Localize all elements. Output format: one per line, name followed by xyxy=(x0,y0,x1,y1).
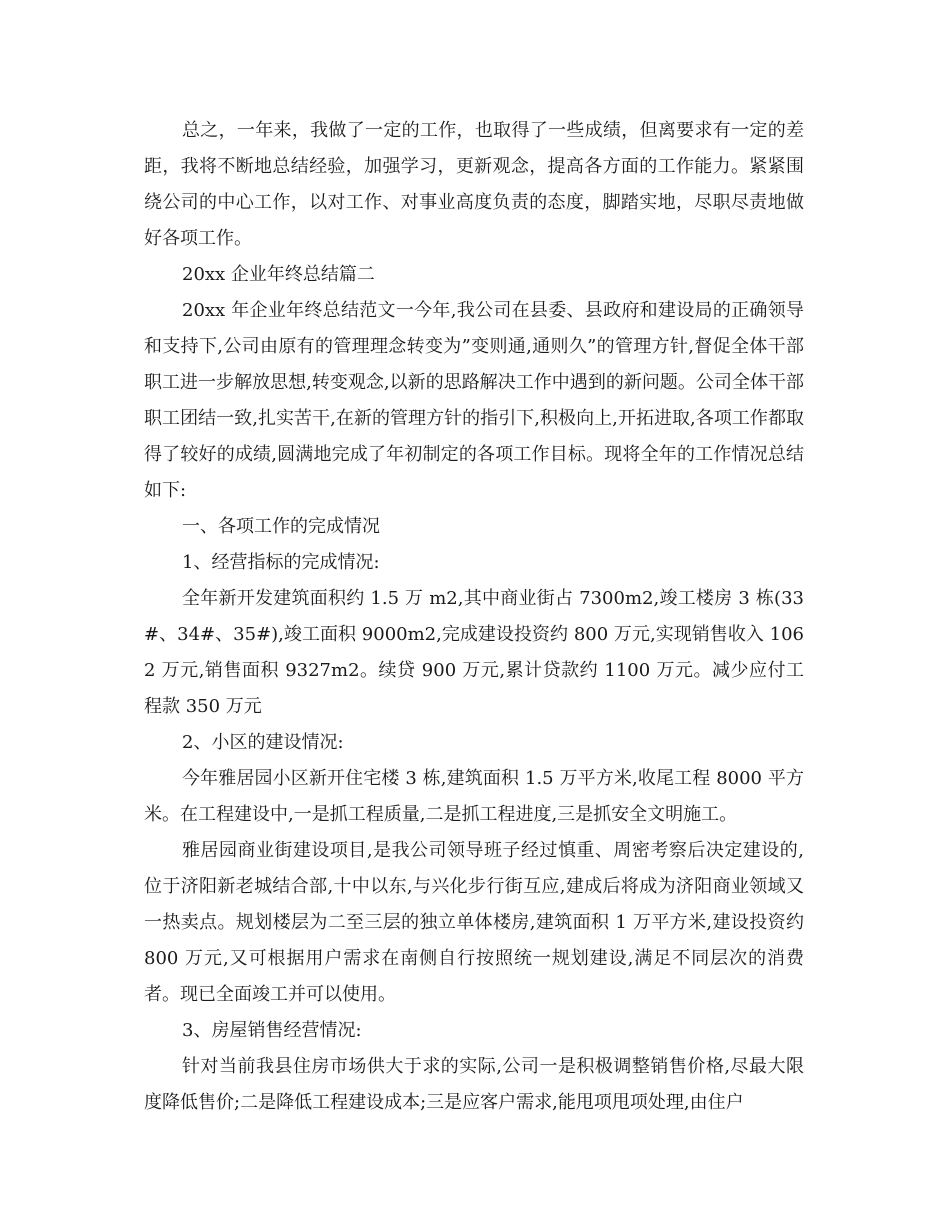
paragraph-summary: 总之，一年来，我做了一定的工作，也取得了一些成绩，但离要求有一定的差距，我将不断地总结经验，加强学习，更新观念，提高各方面的工作能力。紧紧围绕公司的中心工作，以对工作、对事业高度负责的态度，脚踏实地，尽职尽责地做好各项工作。 xyxy=(144,120,804,249)
subheading-business-indicators: 1、经营指标的完成情况: xyxy=(182,552,380,573)
paragraph-business-indicators: 全年新开发建筑面积约 1.5 万 m2,其中商业街占 7300m2,竣工楼房 3 栋(33#、34#、35#),竣工面积 9000m2,完成建设投资约 800 万元,实现销售收入 1062 万元,销售面积 9327m2。续贷 900 万元,累计贷款约 1100 万元。减少应付工程款 350 万元 xyxy=(144,588,804,717)
heading-completion-status: 一、各项工作的完成情况 xyxy=(182,516,380,537)
subheading-housing-sales: 3、房屋销售经营情况: xyxy=(182,1020,362,1041)
paragraph-housing-sales: 针对当前我县住房市场供大于求的实际,公司一是积极调整销售价格,尽最大限度降低售价;二是降低工程建设成本;三是应客户需求,能甩项甩项处理,由住户 xyxy=(144,1056,804,1113)
paragraph-community-construction: 今年雅居园小区新开住宅楼 3 栋,建筑面积 1.5 万平方米,收尾工程 8000 平方米。在工程建设中,一是抓工程质量,二是抓工程进度,三是抓安全文明施工。 xyxy=(144,768,804,825)
subheading-community-construction: 2、小区的建设情况: xyxy=(182,732,344,753)
document-body xyxy=(144,113,804,1121)
paragraph-intro: 20xx 年企业年终总结范文一今年,我公司在县委、县政府和建设局的正确领导和支持下,公司由原有的管理理念转变为”变则通,通则久”的管理方针,督促全体干部职工进一步解放思想,转变观念,以新的思路解决工作中遇到的新问题。公司全体干部职工团结一致,扎实苦干,在新的管理方针的指引下,积极向上,开拓进取,各项工作都取得了较好的成绩,圆满地完成了年初制定的各项工作目标。现将全年的工作情况总结如下: xyxy=(144,300,804,501)
section-heading-part-two: 20xx 企业年终总结篇二 xyxy=(182,264,375,285)
paragraph-commercial-street: 雅居园商业街建设项目,是我公司领导班子经过慎重、周密考察后决定建设的,位于济阳新老城结合部,十中以东,与兴化步行街互应,建成后将成为济阳商业领域又一热卖点。规划楼层为二至三层的独立单体楼房,建筑面积 1 万平方米,建设投资约 800 万元,又可根据用户需求在南侧自行按照统一规划建设,满足不同层次的消费者。现已全面竣工并可以使用。 xyxy=(144,840,804,1005)
